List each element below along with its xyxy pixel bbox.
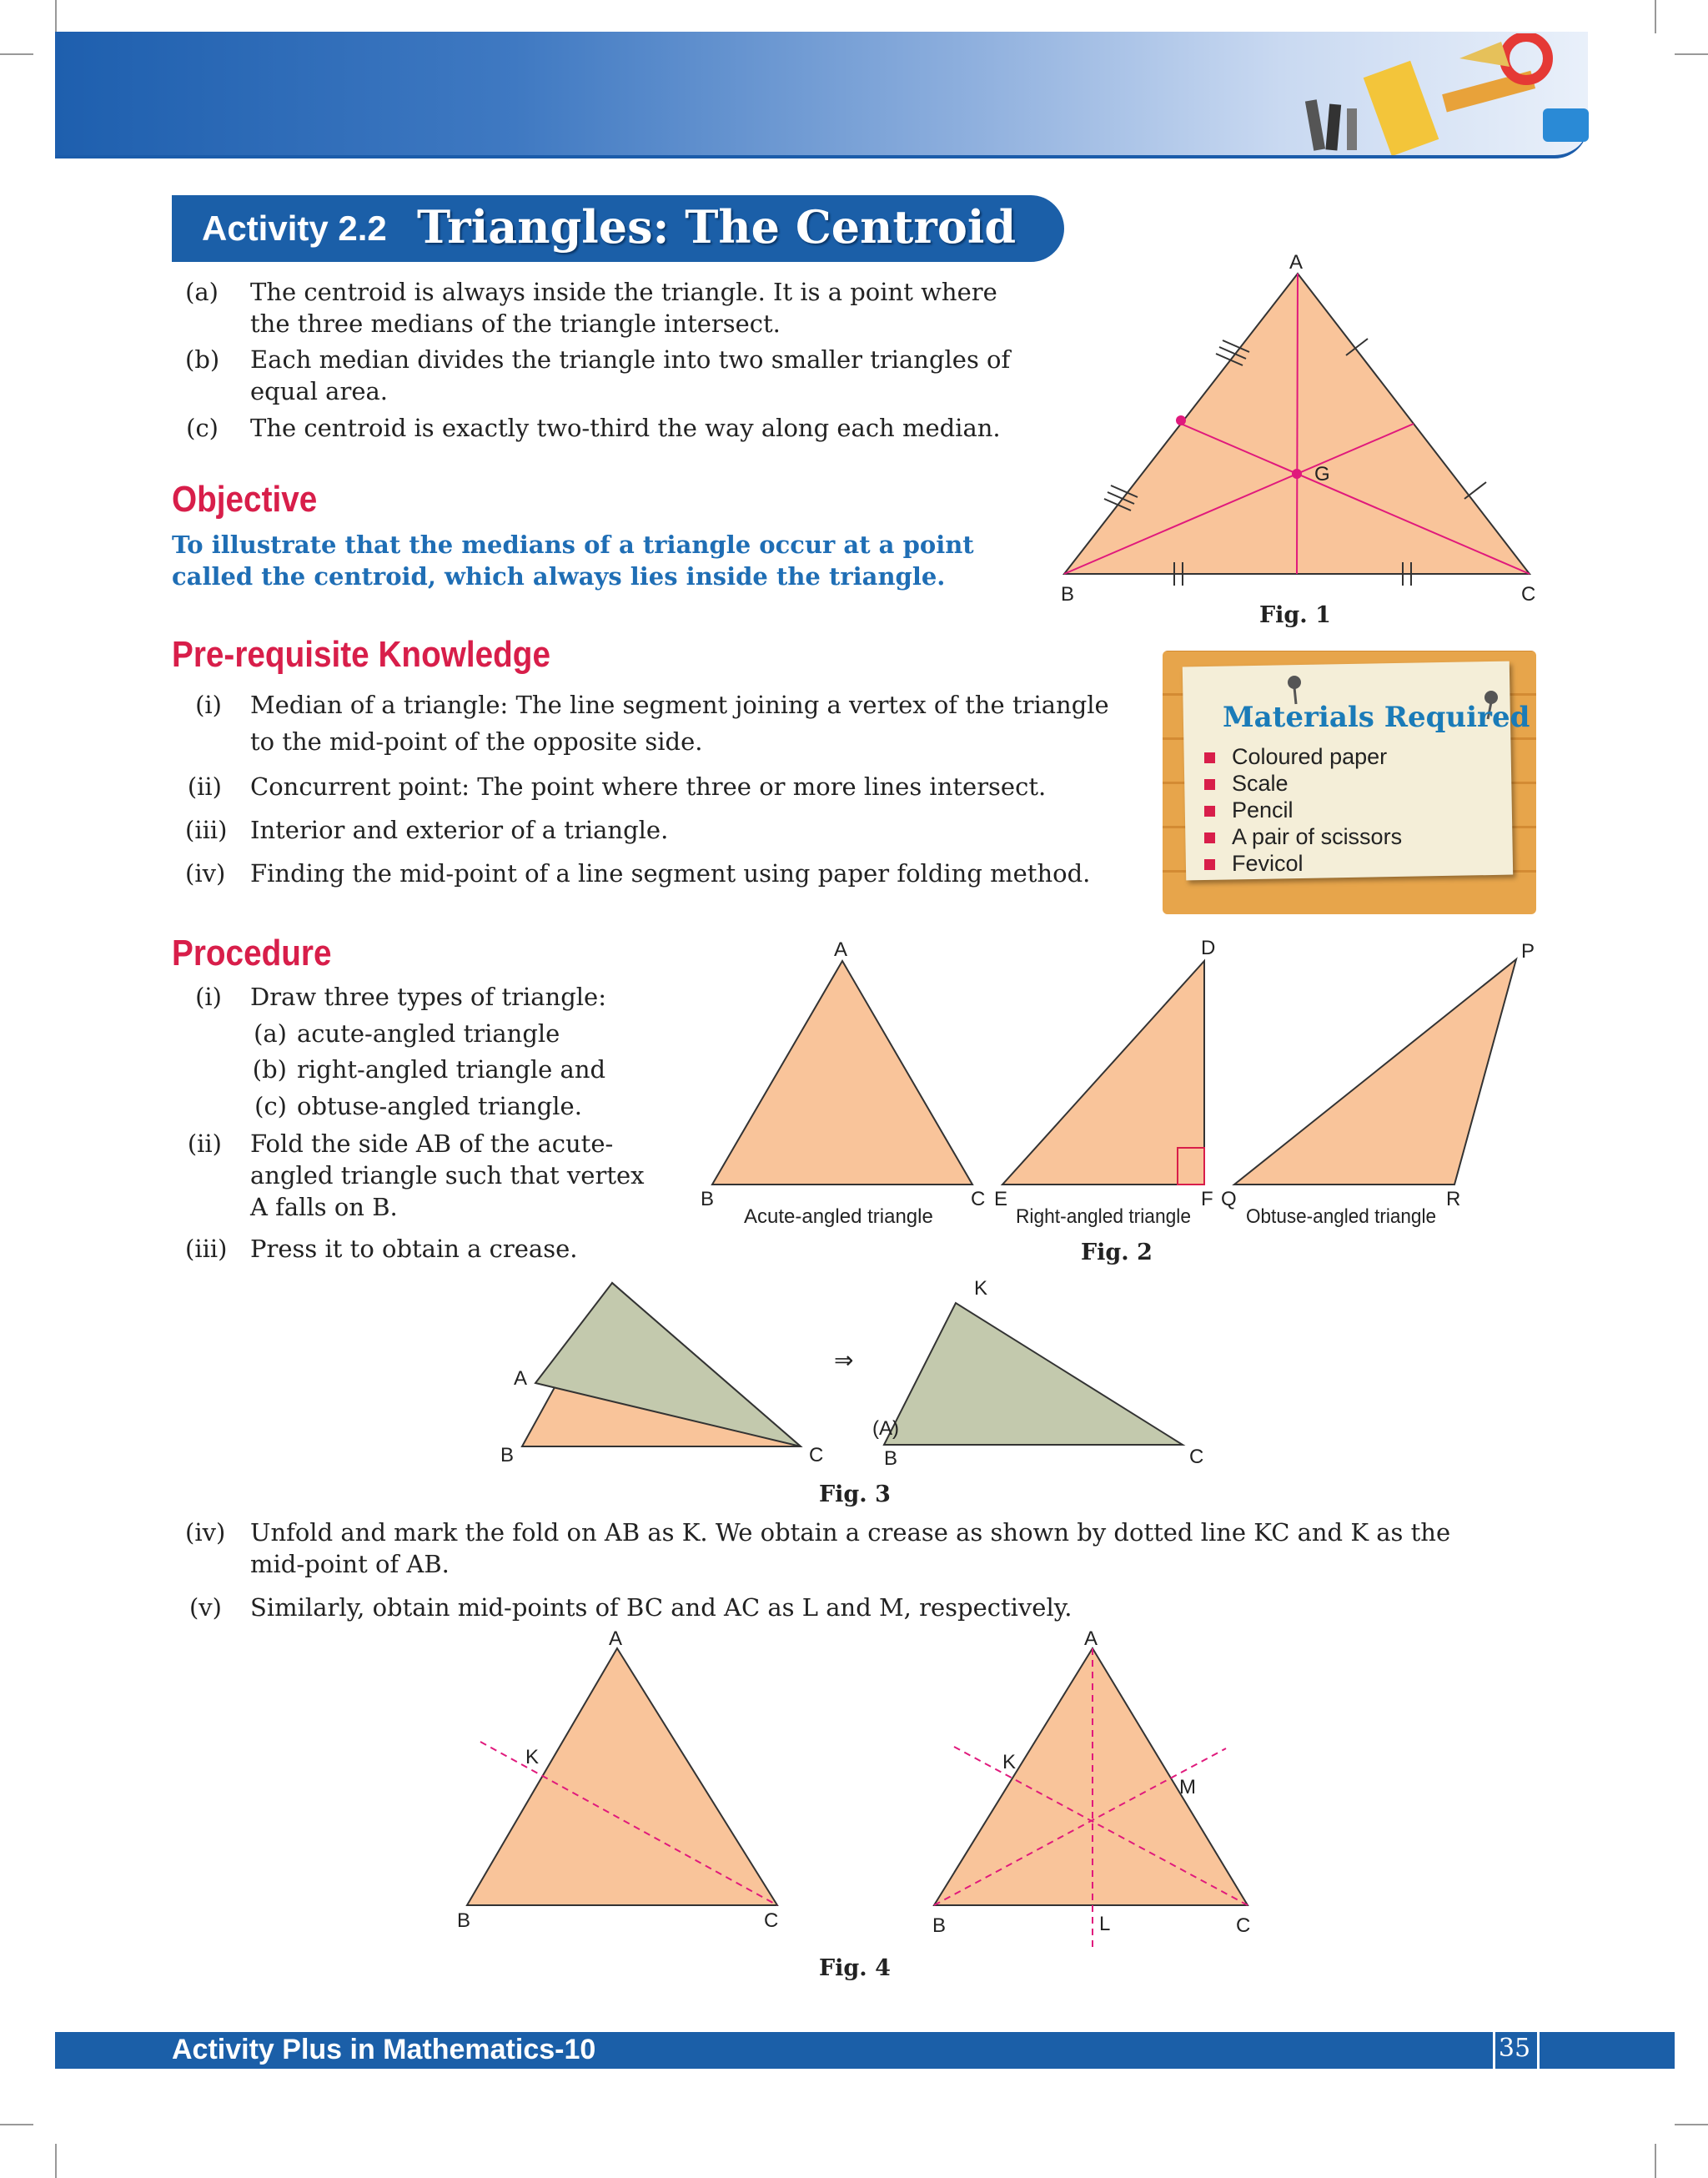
procedure-heading: Procedure [172,933,332,973]
crop-mark [0,2124,33,2125]
svg-text:P: P [1521,940,1535,963]
svg-text:E: E [994,1188,1008,1210]
crop-mark [1655,0,1656,33]
svg-text:B: B [884,1447,898,1470]
svg-text:K: K [974,1277,988,1300]
fig3-arrow: ⇒ [834,1347,854,1373]
svg-text:B: B [500,1444,515,1466]
crop-mark [55,0,57,33]
fig2-triangle-types [692,934,1535,1235]
stationery-illustration [1251,33,1593,155]
fig2-caption: Fig. 2 [1081,1240,1153,1265]
svg-text:B: B [457,1909,471,1932]
svg-text:B: B [701,1188,715,1210]
svg-text:L: L [1099,1913,1111,1935]
fig1-centroid-triangle [1051,247,1551,606]
material-item: Coloured paper [1204,744,1387,770]
page-number: 35 [1498,2034,1531,2063]
crop-mark [55,2144,57,2178]
objective-text: To illustrate that the medians of a triangle occur at a point called the centroid, which always lies inside the triangle. [172,531,974,591]
svg-text:F: F [1201,1188,1213,1210]
svg-text:K: K [1002,1751,1017,1773]
material-item: Pencil [1204,797,1294,823]
fig1-label-c: C [1521,583,1536,606]
fig2-acute-triangle [712,961,972,1185]
fig4-right-triangle [934,1648,1248,1905]
svg-text:(A): (A) [872,1417,899,1440]
fig3-caption: Fig. 3 [819,1481,891,1507]
svg-text:C: C [1236,1914,1251,1937]
svg-text:A: A [514,1367,528,1390]
fig1-midpoint [1176,415,1186,425]
fig4-caption: Fig. 4 [819,1955,891,1981]
fig1-label-a: A [1289,251,1304,274]
fig2-acute-name: Acute-angled triangle [744,1205,933,1228]
fig2-right-triangle [1002,961,1204,1185]
fig2-right-name: Right-angled triangle [1016,1205,1191,1228]
svg-text:M: M [1179,1776,1196,1798]
fig2-obtuse-name: Obtuse-angled triangle [1246,1205,1436,1228]
activity-banner [172,195,1064,262]
activity-title: Triangles: The Centroid [417,200,1017,254]
material-item: Scale [1204,771,1289,797]
fig1-label-b: B [1061,583,1075,606]
fig4-left-triangle [467,1648,777,1905]
crop-mark [0,53,33,55]
svg-text:C: C [764,1909,779,1932]
fig2-obtuse-triangle [1234,959,1516,1185]
fig1-label-g: G [1314,463,1330,485]
fig3-result-triangle [884,1303,1183,1445]
fig3-folding [492,1271,1226,1471]
svg-text:C: C [809,1444,824,1466]
svg-text:R: R [1446,1188,1461,1210]
footer-title: Activity Plus in Mathematics-10 [172,2034,596,2065]
material-item: Fevicol [1204,851,1304,877]
fig1-centroid-point [1292,469,1302,479]
svg-text:C: C [1189,1446,1204,1468]
prerequisite-heading: Pre-requisite Knowledge [172,634,550,675]
crop-mark [1675,2124,1708,2125]
svg-text:K: K [525,1746,540,1768]
svg-text:C: C [971,1188,986,1210]
svg-text:A: A [1084,1627,1098,1650]
activity-number: Activity 2.2 [202,209,387,248]
svg-text:B: B [932,1914,947,1937]
svg-text:Q: Q [1221,1188,1237,1210]
svg-text:A: A [834,938,848,961]
crop-mark [1675,53,1708,55]
objective-heading: Objective [172,479,318,520]
material-item: A pair of scissors [1204,824,1402,850]
fig1-caption: Fig. 1 [1259,602,1331,628]
materials-title: Materials Required [1223,701,1530,734]
fig4-midpoints [450,1627,1251,1960]
fig1-median-a [1297,274,1298,574]
crop-mark [1655,2144,1656,2178]
svg-text:D: D [1201,937,1216,959]
svg-text:A: A [609,1627,623,1650]
